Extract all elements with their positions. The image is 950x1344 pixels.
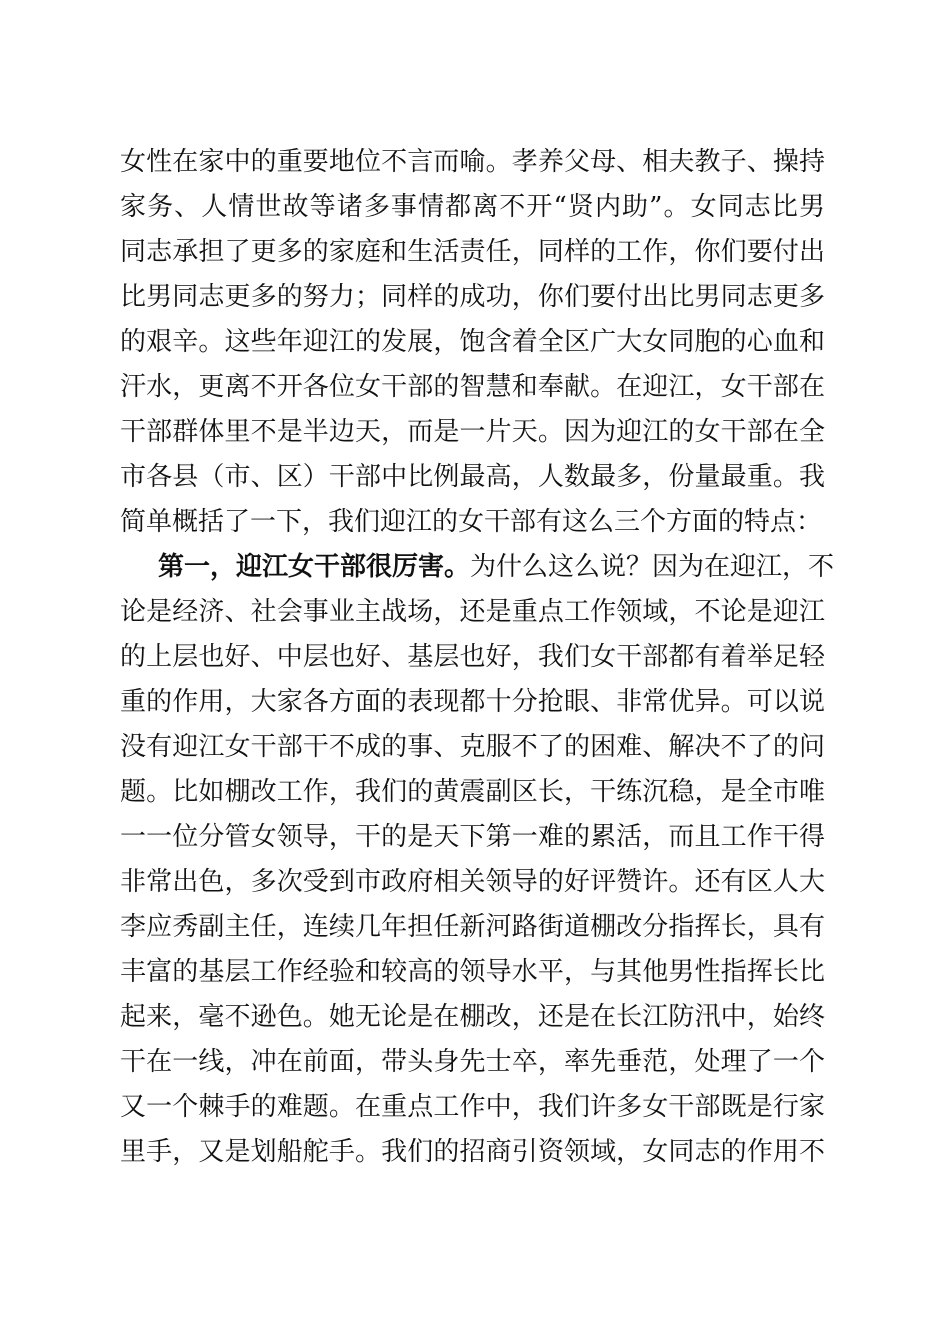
text-line: 没有迎江女干部干不成的事、克服不了的困难、解决不了的问 — [120, 732, 825, 762]
text-line: 重的作用，大家各方面的表现都十分抢眼、非常优异。可以说 — [120, 687, 825, 717]
text-line: 论是经济、社会事业主战场，还是重点工作领域，不论是迎江 — [120, 597, 825, 627]
text-line: 简单概括了一下，我们迎江的女干部有这么三个方面的特点： — [120, 507, 823, 537]
text-line: 丰富的基层工作经验和较高的领导水平，与其他男性指挥长比 — [120, 957, 825, 987]
text-line: 起来，毫不逊色。她无论是在棚改，还是在长江防汛中，始终 — [120, 1002, 825, 1032]
text-line: 又一个棘手的难题。在重点工作中，我们许多女干部既是行家 — [120, 1092, 825, 1122]
paragraph-heading: 第一，迎江女干部很厉害。 — [158, 552, 471, 582]
text-line: 干部群体里不是半边天，而是一片天。因为迎江的女干部在全 — [120, 417, 825, 447]
text-line: 的上层也好、中层也好、基层也好，我们女干部都有着举足轻 — [120, 642, 825, 672]
text-line: 李应秀副主任，连续几年担任新河路街道棚改分指挥长，具有 — [120, 912, 825, 942]
paragraph-first-line-rest: 为什么这么说？因为在迎江，不 — [470, 552, 835, 582]
text-line: 同志承担了更多的家庭和生活责任，同样的工作，你们要付出 — [120, 237, 825, 267]
text-line: 的艰辛。这些年迎江的发展，饱含着全区广大女同胞的心血和 — [120, 327, 825, 357]
text-line: 汗水，更离不开各位女干部的智慧和奉献。在迎江，女干部在 — [120, 372, 825, 402]
text-line: 非常出色，多次受到市政府相关领导的好评赞许。还有区人大 — [120, 867, 825, 897]
text-line: 干在一线，冲在前面，带头身先士卒，率先垂范，处理了一个 — [120, 1047, 825, 1077]
text-line: 家务、人情世故等诸多事情都离不开“贤内助”。女同志比男 — [120, 192, 825, 222]
text-line: 女性在家中的重要地位不言而喻。孝养父母、相夫教子、操持 — [120, 147, 825, 177]
text-line: 一一位分管女领导，干的是天下第一难的累活，而且工作干得 — [120, 822, 825, 852]
text-line: 比男同志更多的努力；同样的成功，你们要付出比男同志更多 — [120, 282, 825, 312]
paragraph-first-line — [158, 547, 835, 587]
text-line: 市各县（市、区）干部中比例最高，人数最多，份量最重。我 — [120, 462, 825, 492]
text-line: 里手，又是划船舵手。我们的招商引资领域，女同志的作用不 — [120, 1137, 825, 1167]
text-line: 题。比如棚改工作，我们的黄震副区长，干练沉稳，是全市唯 — [120, 777, 825, 807]
